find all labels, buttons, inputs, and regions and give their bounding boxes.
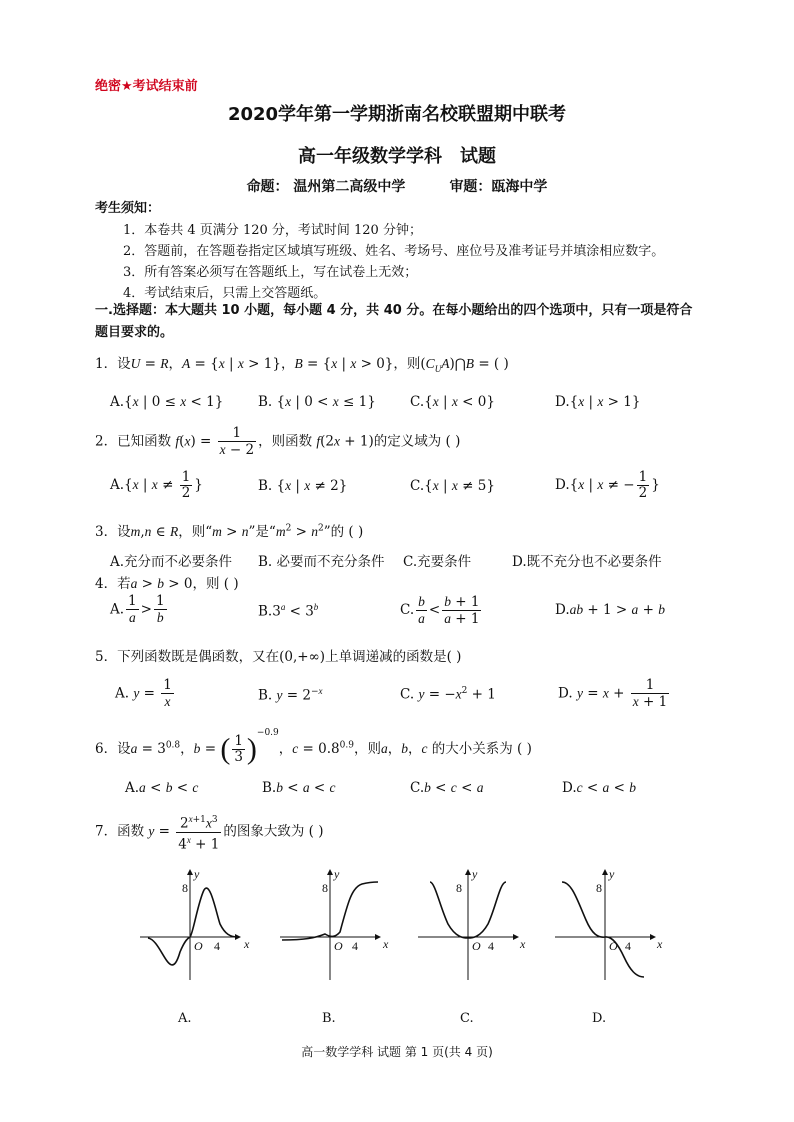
q3-text: 3．设 [95, 524, 131, 540]
graph-b [280, 870, 380, 980]
graph-b-origin: O [334, 939, 343, 953]
q1-option-a: A.{x | 0 ≤ x < 1} [110, 394, 224, 410]
question-6: 6．设$a = 3^{0.8}$，b = ( $\frac{1}{3}$ )$^{-0.9}$，$c = 0.8^{0.9}$，则a，b，c 的大小关系为 ( ) [95, 728, 532, 766]
graph-b-xtick: 4 [352, 939, 358, 953]
q3-text: ”是“ [248, 524, 276, 540]
q3-option-d: D.既不充分也不必要条件 [512, 554, 662, 570]
q6-option-d: D.c < a < b [562, 780, 636, 796]
graph-option-d: D. [592, 1011, 607, 1026]
notice-item: 2．答题前，在答题卷指定区域填写班级、姓名、考场号、座位号及准考证号并填涂相应数字。 [123, 244, 665, 259]
graph-d-yaxis: y [609, 867, 615, 881]
q3-text: ”的 ( ) [323, 524, 364, 540]
graph-d-xtick: 4 [625, 939, 631, 953]
q1-option-d: D.{x | x > 1} [555, 394, 641, 410]
q1-option-c: C.{x | x < 0} [410, 394, 495, 410]
graph-d-xaxis: x [657, 937, 663, 951]
q5-option-d: D. y = x + $\frac{1}{x + 1}$ [558, 677, 668, 710]
q5-text: 5．下列函数既是偶函数，又在 [95, 649, 280, 665]
q4-option-d: D.ab + 1 > a + b [555, 602, 665, 618]
q4-option-b: $B.3^a < 3^b$ [258, 602, 319, 620]
section-heading: 一.选择题：本大题共 10 小题，每小题 4 分，共 40 分。在每小题给出的四个选项中，只有一项是符合题目要求的。 [95, 303, 693, 340]
notice-item: 3．所有答案必须写在答题纸上，写在试卷上无效； [123, 265, 418, 280]
notice-heading: 考生须知： [95, 201, 161, 216]
notice-item: 4．考试结束后，只需上交答题纸。 [123, 286, 327, 301]
graph-a-ytick: 8 [182, 881, 188, 895]
graph-a-xaxis: x [244, 937, 250, 951]
graph-a [140, 870, 240, 980]
question-7: 7．函数 y = $\frac{2^{x+1}x^3}{4^x + 1}$ 的图象大致为 ( ) [95, 814, 324, 852]
q2-option-d: D.{x | x ≠ − $\frac{1}{2}$ } [555, 469, 660, 501]
graph-a-origin: O [194, 939, 203, 953]
q5-text: 上单调递减的函数是( ) [325, 649, 462, 665]
question-4: 4．若a > b > 0，则 ( ) [95, 576, 239, 592]
graph-b-xaxis: x [383, 937, 389, 951]
graph-c-ytick: 8 [456, 881, 462, 895]
q5-option-b: B. $y = 2^{-x}$ [258, 686, 323, 704]
notice-item: 1．本卷共 4 页满分 120 分，考试时间 120 分钟； [123, 223, 422, 238]
question-2: 2．已知函数 f(x) = $\frac{1}{x - 2}$ ，则函数 f(2x + 1)的定义域为 ( ) [95, 425, 461, 458]
page-footer: 高一数学学科 试题 第 1 页(共 4 页) [301, 1045, 493, 1059]
graph-c [418, 870, 518, 980]
graph-a-xtick: 4 [214, 939, 220, 953]
graph-d-ytick: 8 [596, 881, 602, 895]
paper-label: 试题 [460, 146, 496, 167]
q5-option-c: C. $y = -x^2 + 1$ [400, 686, 496, 703]
q3-option-c: C.充要条件 [403, 554, 472, 570]
confidential-mark: 绝密★考试结束前 [95, 79, 198, 94]
graph-d [555, 870, 655, 980]
q6-option-b: B.b < a < c [262, 780, 336, 796]
question-3: 3．设m,n ∈ R，则“m > n”是“$m^2 > n^2$”的 ( ) [95, 523, 364, 540]
q7-graphs [130, 862, 670, 982]
graph-a-yaxis: y [194, 867, 200, 881]
graph-c-xaxis: x [520, 937, 526, 951]
q3-option-a: A.充分而不必要条件 [110, 554, 233, 570]
question-5: 5．下列函数既是偶函数，又在(0,+∞)上单调递减的函数是( ) [95, 649, 462, 665]
q4-option-a: A. $\frac{1}{a}$ > $\frac{1}{b}$ [110, 593, 165, 625]
graph-c-yaxis: y [472, 867, 478, 881]
exam-title: 2020学年第一学期浙南名校联盟期中联考 [227, 104, 567, 125]
setter: 命题： 温州第二高级中学 [246, 179, 406, 195]
graph-b-ytick: 8 [322, 881, 328, 895]
graph-d-origin: O [609, 939, 618, 953]
q6-option-c: C.b < c < a [410, 780, 484, 796]
graph-option-a: A. [178, 1011, 192, 1026]
graph-c-xtick: 4 [488, 939, 494, 953]
q3-option-b: B. 必要而不充分条件 [258, 554, 385, 570]
q5-option-a: A. y = $\frac{1}{x}$ [115, 677, 172, 709]
subject-name: 高一年级数学学科 [298, 146, 442, 167]
question-1: 1．设U = R，A = {x | x > 1}，B = {x | x > 0}，则$(C_UA)⋂B$ = ( ) [95, 356, 509, 374]
q4-option-c: C. $\frac{b}{a}$ < $\frac{b + 1}{a + 1}$ [400, 594, 480, 627]
subject-title [0, 142, 794, 168]
q2-option-a: A.{x | x ≠ $\frac{1}{2}$ } [110, 469, 203, 501]
graph-b-yaxis: y [334, 867, 340, 881]
graph-c-origin: O [472, 939, 481, 953]
graph-option-b: B. [322, 1011, 336, 1026]
q6-option-a: A.a < b < c [125, 780, 199, 796]
graph-option-c: C. [460, 1011, 474, 1026]
reviewer: 审题：瓯海中学 [449, 179, 548, 195]
q2-option-c: C.{x | x ≠ 5} [410, 478, 495, 494]
q1-option-b: B. {x | 0 < x ≤ 1} [258, 394, 376, 410]
q3-text: ，则“ [178, 524, 213, 540]
authors-line [0, 176, 794, 196]
q2-option-b: B. {x | x ≠ 2} [258, 478, 348, 494]
